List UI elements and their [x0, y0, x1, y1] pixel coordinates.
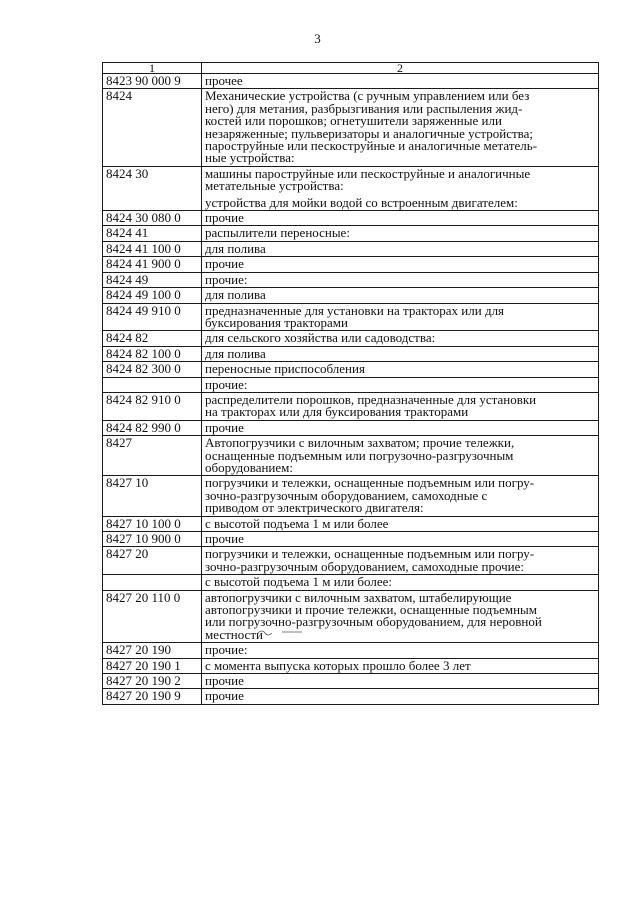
table-row: [103, 476, 599, 516]
description-cell: [202, 211, 599, 226]
hs-code-cell: 8424 41: [103, 226, 202, 241]
hs-code-cell: 8427 20 190 2: [103, 674, 202, 689]
table-row: [103, 303, 599, 331]
table-row: [103, 392, 599, 420]
table-row: [103, 346, 599, 361]
description-cell: [202, 226, 599, 241]
description-line: для полива: [205, 241, 266, 256]
description-cell: [202, 74, 599, 89]
table-row: [103, 547, 599, 575]
column-header-code: 1: [103, 63, 202, 74]
hs-code-cell: 8424 82 300 0: [103, 362, 202, 377]
description-line: зочно-разгрузочным оборудованием, самоходные с: [205, 487, 488, 503]
description-line: Механические устройства (с ручным управлением или без: [205, 88, 530, 104]
hs-code-cell: [103, 575, 202, 590]
description-line: или погрузочно-разгрузочным оборудованием, для неровной: [205, 614, 542, 630]
description-cell: [202, 303, 599, 331]
table-header-row: [103, 63, 599, 74]
pen-mark-scribble: [256, 627, 304, 637]
description-cell: [202, 516, 599, 531]
table-row: [103, 674, 599, 689]
description-line: прочие: [205, 210, 244, 226]
description-cell: [202, 436, 599, 476]
description-line: прочие: [205, 531, 244, 546]
description-line: незаряженные; пульверизаторы и аналогичные устройства;: [205, 125, 533, 141]
tariff-table: [102, 62, 599, 705]
table-row: [103, 241, 599, 256]
hs-code-cell: 8424 49: [103, 272, 202, 287]
description-cell: [202, 689, 599, 704]
hs-code-cell: 8427 20 190: [103, 643, 202, 658]
description-line: прочие:: [205, 272, 248, 287]
description-cell: [202, 658, 599, 673]
description-line: для полива: [205, 346, 266, 361]
table-row: [103, 658, 599, 673]
description-cell: [202, 331, 599, 346]
hs-code-cell: 8423 90 000 9: [103, 74, 202, 89]
description-line: для полива: [205, 287, 266, 303]
hs-code-cell: 8427 20 190 1: [103, 658, 202, 673]
table-row: [103, 331, 599, 346]
hs-code-cell: 8427 10: [103, 476, 202, 516]
table-row: [103, 288, 599, 303]
hs-code-cell: 8424 30: [103, 166, 202, 210]
description-line: прочие: [205, 420, 244, 435]
description-subheading: устройства для мойки водой со встроенным двигателем:: [205, 194, 518, 210]
table-row: [103, 377, 599, 392]
table-row: [103, 643, 599, 658]
description-line: машины пароструйные или пескоструйные и аналогичные: [205, 166, 531, 181]
table-row: [103, 575, 599, 590]
description-line: прочие: [205, 673, 244, 689]
description-cell: [202, 377, 599, 392]
column-header-description: 2: [202, 63, 599, 74]
description-line: распределители порошков, предназначенные для установки: [205, 392, 537, 407]
description-line: с высотой подъема 1 м или более:: [205, 574, 393, 590]
description-line: зочно-разгрузочным оборудованием, самоходные прочие:: [205, 558, 524, 574]
description-line: для сельского хозяйства или садоводства:: [205, 330, 436, 346]
description-line: погрузчики и тележки, оснащенные подъемным или погру-: [205, 475, 535, 491]
description-line: буксирования тракторами: [205, 314, 348, 330]
description-line: предназначенные для установки на тракторах или для: [205, 303, 505, 318]
table-row: [103, 590, 599, 643]
description-cell: [202, 392, 599, 420]
table-row: [103, 272, 599, 287]
description-line: метательные устройства:: [205, 178, 344, 194]
description-line: ные устройства:: [205, 150, 295, 166]
description-cell: [202, 241, 599, 256]
page-number: 3: [314, 31, 321, 46]
table-row: [103, 211, 599, 226]
table-row: [103, 532, 599, 547]
table-row: [103, 436, 599, 476]
table-row: [103, 516, 599, 531]
table-row: [103, 166, 599, 210]
description-line: местности: [205, 626, 263, 642]
description-line: погрузчики и тележки, оснащенные подъемным или погру-: [205, 546, 535, 562]
hs-code-cell: 8424 49 910 0: [103, 303, 202, 331]
hs-code-cell: 8424: [103, 89, 202, 166]
description-cell: [202, 166, 599, 210]
description-cell: [202, 288, 599, 303]
table-row: [103, 420, 599, 435]
description-line: прочие: [205, 688, 244, 704]
description-line: прочие:: [205, 377, 248, 392]
table-row: [103, 89, 599, 166]
description-line: Автопогрузчики с вилочным захватом; прочие тележки,: [205, 435, 515, 451]
description-line: приводом от электрического двигателя:: [205, 500, 424, 516]
hs-code-cell: 8427 20 110 0: [103, 590, 202, 643]
hs-code-cell: [103, 377, 202, 392]
description-line: прочее: [205, 73, 243, 88]
description-line: на тракторах или для буксирования тракторами: [205, 404, 469, 420]
table-row: [103, 74, 599, 89]
description-line: с момента выпуска которых прошло более 3 лет: [205, 658, 471, 673]
description-line: оборудованием:: [205, 459, 293, 475]
hs-code-cell: 8424 30 080 0: [103, 211, 202, 226]
description-cell: [202, 532, 599, 547]
description-line: автопогрузчики и прочие тележки, оснащенные подъемным: [205, 602, 538, 618]
description-cell: [202, 420, 599, 435]
hs-code-cell: 8424 82 990 0: [103, 420, 202, 435]
description-line: оснащенные подъемным или погрузочно-разгрузочным: [205, 447, 514, 463]
description-line: прочие:: [205, 642, 248, 658]
description-cell: [202, 272, 599, 287]
description-line: с высотой подъема 1 м или более: [205, 516, 389, 531]
hs-code-cell: 8424 82: [103, 331, 202, 346]
hs-code-cell: 8427 20 190 9: [103, 689, 202, 704]
description-line: прочие: [205, 256, 244, 272]
table-row: [103, 226, 599, 241]
hs-code-cell: 8424 49 100 0: [103, 288, 202, 303]
description-line: автопогрузчики с вилочным захватом, штабелирующие: [205, 590, 512, 605]
description-cell: [202, 643, 599, 658]
hs-code-cell: 8424 41 900 0: [103, 257, 202, 272]
description-line: него) для метания, разбрызгивания или распыления жид-: [205, 100, 523, 116]
description-cell: [202, 674, 599, 689]
hs-code-cell: 8427 10 900 0: [103, 532, 202, 547]
description-cell: [202, 575, 599, 590]
table-row: [103, 362, 599, 377]
table-row: [103, 689, 599, 704]
hs-code-cell: 8424 41 100 0: [103, 241, 202, 256]
hs-code-cell: 8427 20: [103, 547, 202, 575]
description-cell: [202, 547, 599, 575]
description-cell: [202, 346, 599, 361]
description-cell: [202, 257, 599, 272]
description-cell: [202, 362, 599, 377]
description-line: пароструйные или пескоструйные и аналогичные метатель-: [205, 138, 538, 154]
description-line: костей или порошков; огнетушители заряженные или: [205, 113, 502, 129]
hs-code-cell: 8427 10 100 0: [103, 516, 202, 531]
description-line: распылители переносные:: [205, 225, 350, 241]
table-row: [103, 257, 599, 272]
description-line: переносные приспособления: [205, 361, 365, 377]
description-cell: [202, 476, 599, 516]
hs-code-cell: 8427: [103, 436, 202, 476]
hs-code-cell: 8424 82 100 0: [103, 346, 202, 361]
hs-code-cell: 8424 82 910 0: [103, 392, 202, 420]
description-cell: [202, 89, 599, 166]
